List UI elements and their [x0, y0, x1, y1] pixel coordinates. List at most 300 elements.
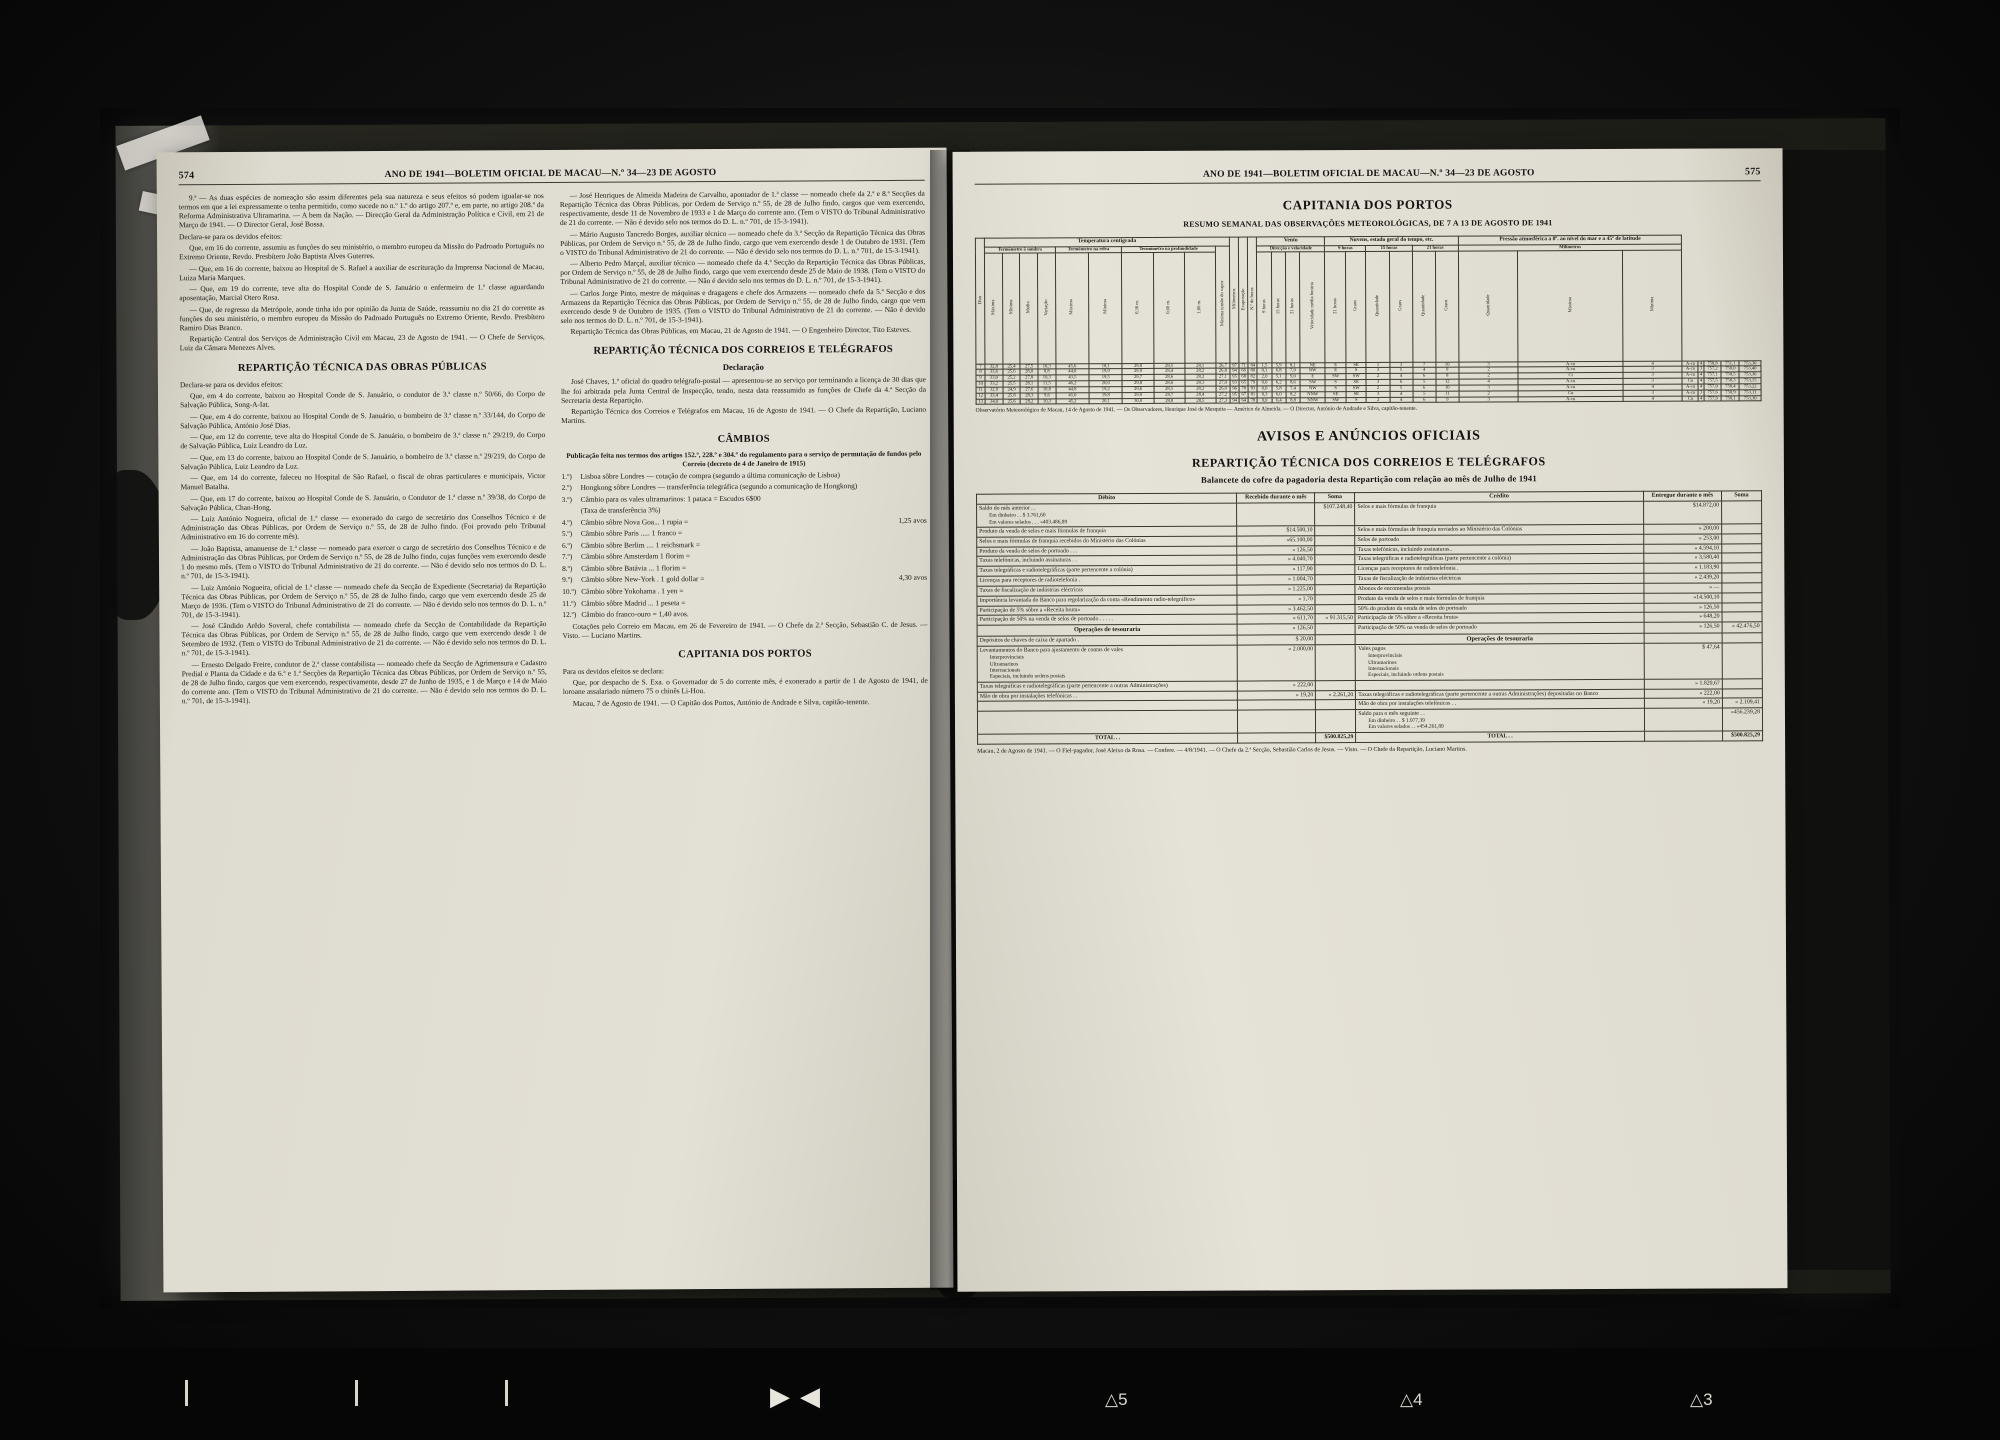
meteo-cell: 65 — [1239, 380, 1248, 386]
credito-label-cell: Selos e mais fórmulas de franquia — [1355, 502, 1643, 526]
meteo-cell: 78 — [1248, 398, 1257, 404]
meteo-cell: SE — [1346, 391, 1367, 397]
meteo-cell: 3 — [1366, 368, 1389, 374]
meteo-colhead-row — [975, 249, 1760, 363]
meteo-cell: 33,2 — [985, 381, 1003, 387]
paragraph: — Que, de regresso da Metrópole, aonde tinha ido por opinião da Junta de Saúde, reassumiu no dia 21 do corrente as funções do seu ministério, o membro europeu da Missão do Padroado Português no Extremo Oriente, Revdo. Presbítero Ramiro Dias Branco. — [179, 302, 545, 333]
meteo-cell: 34,0 — [985, 399, 1003, 405]
paragraph: — Que, em 12 do corrente, teve alta do Hospital Conde de S. Januário, o bombeiro de 3.ª classe n.º 29/219, do Corpo de Salvação Pública, Luiz Leandro da Luz. — [180, 430, 546, 451]
meteo-cell: NNW — [1300, 391, 1325, 397]
meteo-cell: 27,6 — [1020, 387, 1038, 393]
meteo-cell: SE — [1325, 391, 1346, 397]
meteo-sub-termometro-relva: Termómetro na relva — [1055, 246, 1122, 252]
meteo-cell: 757,9 — [1704, 396, 1722, 402]
meteo-cell: E — [1325, 362, 1346, 368]
debito-recebido: » 1.225,00 — [1237, 585, 1315, 595]
meteo-cell: 9 — [1436, 397, 1459, 403]
meteo-cell: 28,2 — [1185, 386, 1216, 392]
paragraph: Que, em 4 do corrente, baixou ao Hospital Conde de S. Januário, o condutor de 3.ª classe n.º 50/66, do Corpo de Salvação Pública, Song-A-Iat. — [180, 389, 546, 410]
meteo-cell: 95 — [1230, 392, 1239, 398]
capitania-lead: Para os devidos efeitos se declara: — [562, 665, 664, 676]
meteo-group-temperatura: Temperatura centígrada — [985, 237, 1230, 247]
balancete-row — [977, 643, 1762, 682]
credito-sub-label: Internacionais — [1368, 665, 1399, 672]
meteo-cell: 25,8 — [1003, 393, 1021, 399]
film-strip — [0, 1348, 2000, 1440]
meteo-cell: 753,30 — [1739, 360, 1761, 366]
cambios-item-number: 10.º) — [562, 586, 577, 596]
meteo-cell: 28,2 — [1185, 374, 1216, 380]
debito-soma: $107.248,40 — [1315, 503, 1355, 526]
meteo-cell: SW — [1300, 380, 1325, 386]
meteo-col-head: Velocidade média horária — [1300, 251, 1326, 362]
meteo-col-head: Máxima — [1518, 250, 1623, 361]
meteo-cell: 10 — [1436, 362, 1459, 368]
meteo-cell: 25,5 — [1003, 381, 1021, 387]
meteo-cell: 8,8 — [1038, 369, 1056, 375]
credito-entregue: » 648,20 — [1644, 612, 1722, 622]
meteo-cell: 19,0 — [1089, 369, 1122, 375]
credito-entregue: » 2.439,20 — [1644, 573, 1722, 583]
meteo-cell: 11 — [1436, 391, 1459, 397]
debito-soma — [1316, 710, 1356, 733]
debito-label-cell — [977, 710, 1237, 734]
paragraph: — Alberto Pedro Marçal, auxiliar técnico — nomeado chefe da 4.ª Secção da Repartição Técnica das Obras Públicas, por Ordem de Serviço n.º 55, de 28 de Julho findo, cargo que vem exercendo desde 25 de Maio de 1938. (Tem o VISTO do Tribunal Administrativo de 21 do corrente. — Não é devido selo nos termos do D. L. n.º 701, de 15-3-1941). — [560, 256, 926, 287]
cambios-footer: Cotações pelo Correio em Macau, em 26 de Fevereiro de 1941. — O Chefe da 2.ª Secção, Sebastião C. de Jesus. — Visto. — Luciano Martins. — [562, 619, 928, 640]
debito-sub-label: Especiais, incluindo ordens postais — [989, 673, 1066, 680]
meteo-cell: S — [1346, 397, 1367, 403]
meteo-cell: 20,0 — [1089, 381, 1122, 387]
cambios-item-label: Câmbio para os vales ultramarinos: 1 pataca = Escudos 6$00 — [580, 493, 761, 504]
debito-recebido: $14.500,10 — [1237, 526, 1315, 536]
meteo-cell: 758,8 — [1704, 361, 1722, 367]
debito-recebido: » 1.004,70 — [1237, 575, 1315, 585]
credito-entregue: » 4.594,10 — [1644, 544, 1722, 554]
debito-label-cell: Selos e mais fórmulas de franquia recebidos do Ministério das Colónias — [977, 536, 1237, 547]
meteo-cell: 70 — [1239, 386, 1248, 392]
meteo-cell: 93 — [1230, 380, 1239, 386]
meteo-cell: Cu — [1683, 396, 1699, 402]
meteo-cell: 4 — [1699, 371, 1703, 377]
right-running-title: ANO DE 1941—BOLETIM OFICIAL DE MACAU—N.º 34—23 DE AGOSTO — [1202, 168, 1535, 180]
right-running-head — [975, 166, 1761, 184]
meteo-cell: 5,8 — [1272, 386, 1286, 392]
meteo-cell: 2 — [1366, 374, 1389, 380]
meteo-cell: A-cu — [1683, 384, 1699, 390]
meteo-cell: A-cu — [1682, 361, 1698, 367]
meteo-cell: 750,0 — [1721, 366, 1739, 372]
meteo-col-head: 15 horas — [1271, 252, 1286, 363]
credito-soma — [1722, 534, 1762, 544]
debito-label-cell: Levantamentos do Banco para ajustamento de contas de vales Interprovinciais Ultramarinos Internacionais Especiais, incluindo ordens postais — [977, 645, 1237, 681]
cambios-item-number: 4.º) — [561, 517, 573, 527]
balancete-col-head: Débito — [977, 493, 1237, 504]
debito-soma — [1315, 565, 1355, 575]
debito-label-cell: Taxas telegráficas e radiotelegráficas (parte pertencente a outras Administrações) — [977, 681, 1237, 692]
paragraph: — José Cândido Arêdo Soveral, chefe contabilista — nomeado chefe da Secção de Contabilidade da Repartição Técnica das Obras Públicas, por Ordem de Serviço n.º 55, de 28 de Julho findo, cargo que vem exercendo desde 1 de Setembro de 1932. (Tem o VISTO do Tribunal Administrativo de 21 do corrente. — Não é devido selo nos termos do D. L. n.º 701, de 15-3-1941). — [181, 619, 547, 658]
meteo-cell: 750,5 — [1721, 372, 1739, 378]
meteo-cell: 8,6 — [1286, 380, 1300, 386]
meteo-cell: 3 — [1389, 362, 1412, 368]
debito-sub-label: Em valores selados . . . »403.486,89 — [989, 518, 1068, 526]
meteo-cell: 26,9 — [1216, 386, 1230, 392]
debito-total-label: TOTAL . . — [978, 733, 1238, 744]
meteo-col-head: Quantidade — [1366, 251, 1390, 362]
paragraph: José Chaves, 1.º oficial do quadro telégrafo-postal — apresentou-se ao serviço por terminando a licença de 30 dias que lhe foi arbitrada pela Junta Central de Inspecção, tendo, nesta data reassumido as funções de Chefe da 4.ª Secção da Secretaria desta Repartição. — [560, 375, 927, 405]
credito-total-value: $500.825,29 — [1722, 731, 1762, 741]
debito-label-cell: Licenças para receptores de radiotelefonia . — [977, 575, 1237, 586]
debito-label-cell: Taxas telefónicas, incluindo assinaturas . . — [977, 556, 1237, 567]
meteo-table-title: RESUMO SEMANAL DAS OBSERVAÇÕES METEOROLÓGICAS, DE 7 A 13 DE AGOSTO DE 1941 — [1183, 218, 1553, 229]
cambios-item-number: 5.º) — [561, 529, 573, 539]
meteo-cell: 5 — [1413, 391, 1436, 397]
credito-entregue: » 1.183,90 — [1644, 563, 1722, 573]
capitania-signature: Macau, 7 de Agosto de 1941. — O Capitão dos Portos, António de Andrade e Silva, capitão-tenente. — [572, 696, 870, 708]
credito-soma — [1722, 553, 1762, 563]
meteo-cell: 6,4 — [1272, 397, 1286, 403]
meteo-cell: 4 — [1390, 374, 1413, 380]
credito-label-cell: Operações de tesouraria — [1356, 633, 1644, 645]
meteo-cell: 0,1 — [1257, 368, 1271, 374]
cambios-item-number: 7.º) — [561, 552, 573, 562]
meteo-cell: 64 — [1239, 398, 1248, 404]
cambios-item — [562, 492, 927, 503]
debito-soma — [1315, 555, 1355, 565]
meteo-cell: 94 — [1230, 369, 1239, 375]
credito-soma — [1722, 524, 1762, 534]
debito-soma: » 2.261,20 — [1316, 690, 1356, 700]
meteo-cell: 29,9 — [1122, 369, 1153, 375]
capitania-body: Que, por despacho de S. Exa. o Governador de 5 do corrente mês, é exonerado a partir de 1 de Agosto de 1941, de loroane assalariado número 75 o chinês Li-Hou. — [562, 675, 928, 697]
meteo-cell: 12 — [976, 393, 985, 399]
meteo-sub-15horas: 15 horas — [1366, 245, 1412, 251]
film-arrow-left: ▶ — [770, 1381, 790, 1411]
credito-label-cell: Selos de portoado — [1355, 534, 1643, 545]
scan-blotch-2 — [1780, 150, 1900, 1270]
meteo-cell: A-cu — [1518, 379, 1622, 385]
cambios-item — [562, 550, 927, 561]
debito-sub-label: Em dinheiro . . $ 3.761,60 — [989, 512, 1046, 519]
meteo-cell: 45,0 — [1056, 392, 1089, 398]
debito-label-cell: Participação de 5% sôbre a «Receita bruta» — [977, 605, 1237, 616]
meteo-cell: S — [1325, 380, 1346, 386]
meteo-cell: 7,9 — [1286, 368, 1300, 374]
balancete-col-head: Soma — [1721, 491, 1761, 501]
meteo-cell: 4 — [1700, 395, 1703, 401]
meteo-cell: 26,8 — [1216, 369, 1230, 375]
meteo-cell: 6 — [1413, 397, 1436, 403]
debito-soma — [1316, 645, 1356, 681]
left-running-title: ANO DE 1941—BOLETIM OFICIAL DE MACAU—N.º 34—23 DE AGOSTO — [384, 168, 717, 181]
credito-soma: » 2.109,41 — [1722, 698, 1762, 708]
credito-label-cell: Taxas telegráficas e radiotelegráficas (parte pertencente a outras Administrações) depositadas no Banco — [1356, 689, 1644, 700]
credito-soma — [1722, 633, 1762, 644]
debito-soma — [1315, 545, 1355, 555]
meteo-col-head: Mínima — [1089, 252, 1123, 363]
meteo-cell: 5,9 — [1272, 363, 1286, 369]
meteo-cell: 4 — [1390, 391, 1413, 397]
debito-label-cell: Taxas de fiscalização de indústrias eléctricas — [977, 585, 1237, 596]
meteo-group-pressao: Pressão atmosférica a 0º. ao nível do mar e a 45º de latitude — [1458, 235, 1682, 245]
cambios-item-number: 6.º) — [561, 540, 573, 550]
meteo-cell: 6,8 — [1272, 368, 1286, 374]
film-tick — [355, 1380, 358, 1406]
cambios-item-label: Câmbio sôbre Paris ..... 1 franco = — [580, 528, 683, 539]
cambios-item-number: 12.º) — [562, 609, 577, 620]
meteo-cell: 29,7 — [1122, 375, 1153, 381]
meteo-note: Observatório Meteorológico de Macau, 14 de Agosto de 1941. — Os Observadores, Henrique José de Mesquita — Américo de Almeida. — O Director, António de Andrade e Silva, capitão-tenente. — [975, 406, 1418, 415]
credito-label-cell: Participação de 50% na venda de selos de portoado — [1355, 623, 1643, 635]
meteo-cell: 25,6 — [1003, 370, 1021, 376]
credito-soma — [1722, 678, 1762, 688]
meteo-cell: 29,8 — [1122, 381, 1153, 387]
meteo-cell: 29,9 — [1123, 392, 1154, 398]
meteo-cell: 27,8 — [1020, 375, 1038, 381]
meteo-cell: 19,5 — [1089, 375, 1122, 381]
meteo-cell: 1,5 — [1257, 363, 1271, 369]
spacer — [1644, 731, 1722, 741]
debito-soma — [1315, 575, 1355, 585]
meteo-cell: 28,0 — [1020, 369, 1038, 375]
meteo-cell: 29,8 — [1122, 363, 1153, 369]
meteo-cell: 8,2 — [1286, 392, 1300, 398]
meteo-cell: 28,1 — [1020, 381, 1038, 387]
meteo-cell: 80 — [1248, 368, 1257, 374]
cambios-item-number: 8.º) — [562, 563, 573, 573]
balancete-title: Balancete do cofre da pagadoria desta Repartição com relação ao mês de Julho de 1941 — [1200, 473, 1537, 486]
meteo-cell: 96 — [1230, 386, 1239, 392]
meteo-cell: NNW — [1300, 397, 1325, 403]
meteo-cell: 30,0 — [1123, 398, 1154, 404]
meteo-cell: 79 — [1248, 380, 1257, 386]
meteo-col-head: Graus — [1389, 251, 1413, 362]
cambios-item — [561, 469, 926, 480]
debito-recebido: » 222,00 — [1237, 680, 1315, 690]
credito-soma — [1722, 643, 1762, 679]
cambios-item-number: 11.º) — [562, 598, 577, 608]
meteo-cell: 19,2 — [1089, 386, 1122, 392]
meteo-cell: E — [1300, 374, 1325, 380]
credito-label-cell: Abonos de encomendas postais — [1355, 583, 1643, 594]
credito-entregue: » 222,00 — [1644, 688, 1722, 698]
meteo-cell: 757,1 — [1704, 372, 1722, 378]
credito-label-cell: Saldo para o mês seguinte . . Em dinheiro . . $ 1.977,39 Em valores selados . . »454.261,89 — [1356, 708, 1644, 732]
debito-soma — [1315, 624, 1355, 635]
section-title-cambios: CÂMBIOS — [717, 433, 770, 446]
meteo-cell: Cu — [1518, 390, 1622, 396]
balancete-col-head: Entregue durante o mês — [1643, 491, 1721, 501]
meteo-cell: A-cu — [1518, 361, 1622, 367]
meteo-cell: 9,6 — [1038, 393, 1056, 399]
meteo-cell: NW — [1300, 368, 1325, 374]
paragraph: — Luiz António Nogueira, oficial de 1.ª classe — exonerado do cargo de secretário dos Conselhos Técnico e de Administração das Obras Públicas, por Ordem de Serviço n.º 55, de 28 de Julho findo. (Foi provado pelo Tribunal Administrativo em 16 do corrente mês). — [180, 512, 546, 542]
meteo-cell: 10,3 — [1038, 364, 1056, 370]
debito-recebido: » 126,50 — [1237, 545, 1315, 555]
meteo-cell: 20,1 — [1089, 398, 1122, 404]
meteo-cell: 32,9 — [985, 387, 1003, 393]
meteo-cell: 4 — [1699, 383, 1703, 389]
debito-soma — [1315, 526, 1355, 536]
meteo-cell: 3 — [1699, 389, 1703, 395]
cambios-item — [562, 504, 927, 515]
paragraph: Declara-se para os devidos efeitos: — [179, 231, 283, 241]
left-folio: 574 — [178, 170, 195, 182]
balancete-col-head: Soma — [1315, 493, 1355, 503]
meteo-col-head: Média — [1020, 253, 1038, 364]
debito-label-cell: Saldo do mês anterior . . Em dinheiro . . $ 3.761,60 Em valores selados . . . »403.486,89 — [977, 504, 1237, 528]
credito-soma — [1722, 593, 1762, 603]
meteo-cell: 6 — [1413, 385, 1436, 391]
debito-label-cell: Importância levantada do Banco para regularização da conta «Rendimento radio-telegráfico» — [977, 595, 1237, 606]
credito-entregue: » 253,00 — [1643, 534, 1721, 544]
meteo-cell: SW — [1325, 397, 1346, 403]
meteo-cell: 4 — [1699, 377, 1703, 383]
credito-entregue: » 200,00 — [1643, 524, 1721, 534]
meteo-cell: 9 — [976, 375, 985, 381]
cambios-list — [561, 469, 927, 619]
section-title-correios-right: REPARTIÇÃO TÉCNICA DOS CORREIOS E TELÉGRAFOS — [1191, 454, 1546, 471]
paragraph: — Que, em 16 do corrente, baixou ao Hospital de S. Rafael a auxiliar de escrituração da Imprensa Nacional de Macau, Luiza Maria Marques. — [179, 261, 545, 283]
meteo-cell: 3 — [1366, 380, 1389, 386]
meteo-cell: 7 — [1413, 362, 1436, 368]
meteo-cell: 28,1 — [1185, 363, 1216, 369]
meteo-cell: A-cu — [1682, 372, 1698, 378]
cambios-item-label: Câmbio sôbre Yokohama . 1 yen = — [581, 586, 684, 596]
meteo-col-head: 21 horas — [1285, 251, 1300, 362]
paragraph: — Que, em 17 do corrente, baixou ao Hospital Conde de S. Januário, o Condutor de 1.ª classe n.º 39/38, do Corpo de Salvação Pública, Chan-Hong. — [180, 491, 546, 513]
credito-entregue: » 3.580,40 — [1644, 553, 1722, 563]
meteo-cell: 71 — [1239, 363, 1248, 369]
meteo-cell: A-cu — [1518, 396, 1622, 402]
meteo-col-dias: Dias — [975, 238, 985, 364]
meteo-cell: 5 — [1390, 385, 1413, 391]
cambios-item-label: Câmbio sôbre Amsterdam 1 florim = — [580, 551, 691, 562]
meteo-sub-termometro-sombra: Termómetro à sombra — [985, 247, 1056, 253]
paragraph: — Que, em 14 do corrente, faleceu no Hospital de São Rafael, o fiscal de obras particulares e municipais, Victor Manuel Batalha. — [180, 471, 546, 492]
cambios-item-label: Câmbio sôbre Berlim .... 1 reichsmark = — [580, 539, 701, 550]
credito-label-cell: Participação de 5% sôbre a «Receita bruta» — [1355, 613, 1643, 624]
debito-soma: » 91.315,50 — [1315, 614, 1355, 624]
credito-soma — [1722, 563, 1762, 573]
meteo-col-head: Graus — [1345, 251, 1366, 362]
meteo-cell: 27,3 — [1216, 398, 1230, 404]
film-frame-number: △3 — [1690, 1390, 1713, 1409]
debito-soma — [1315, 585, 1355, 595]
meteo-cell: 6,2 — [1272, 380, 1286, 386]
debito-recebido: » 3.462,50 — [1237, 604, 1315, 614]
meteo-cell: 7 — [976, 364, 985, 370]
cambios-item-label: Hongkong sôbre Londres — transferência telegráfica (segundo a comunicação de Hongkong) — [580, 481, 858, 493]
debito-recebido: » 4.040,70 — [1237, 555, 1315, 565]
cambios-item — [562, 539, 927, 550]
meteo-cell: E — [1325, 368, 1346, 374]
meteo-cell: 28,3 — [1185, 380, 1216, 386]
credito-soma: » 42.476,50 — [1722, 622, 1762, 633]
cambios-item-label: Lisboa sôbre Londres — cotação de compra (segundo a última comunicação de Lisboa) — [580, 469, 840, 481]
meteo-cell: 0,0 — [1257, 380, 1271, 386]
meteo-sub-direccao-velocidade: Direcção e velocidade — [1257, 246, 1325, 252]
spacer — [1238, 733, 1316, 743]
meteo-cell: 9,0 — [1286, 374, 1300, 380]
credito-label-cell: Taxas telefónicas, incluindo assinaturas.. — [1355, 544, 1643, 555]
meteo-cell: 750,3 — [1721, 378, 1739, 384]
meteo-cell: 27,2 — [1216, 392, 1230, 398]
meteo-cell: 28,3 — [1020, 393, 1038, 399]
credito-entregue: » — — [1644, 583, 1722, 593]
meteorological-table — [975, 234, 1762, 405]
meteo-cell: 3 — [1699, 366, 1703, 372]
left-page — [157, 148, 954, 1293]
debito-recebido — [1238, 710, 1316, 733]
meteo-col-head: Mínima — [1002, 253, 1020, 364]
meteo-col-head: 9 horas — [1257, 252, 1272, 363]
meteo-cell: SE — [1346, 380, 1367, 386]
meteo-cell: 11 — [976, 387, 985, 393]
meteo-cell: S — [1325, 386, 1346, 392]
credito-soma — [1722, 602, 1762, 612]
meteo-col-chuva: Milímetros — [1229, 237, 1239, 363]
meteo-cell: 753,30 — [1739, 395, 1761, 401]
credito-sub-label: Em valores selados . . »454.261,89 — [1368, 724, 1444, 731]
cambios-item — [562, 562, 927, 573]
film-tick — [185, 1380, 188, 1406]
meteo-cell: 25,4 — [1003, 364, 1021, 370]
meteo-cell: 94 — [1230, 398, 1239, 404]
meteo-cell: 2 — [1459, 367, 1519, 373]
meteo-cell: 10,3 — [1038, 398, 1056, 404]
debito-label-cell: Participação de 50% na venda de selos de portoado . . . . . — [977, 615, 1237, 626]
meteo-cell: 68 — [1239, 374, 1248, 380]
meteo-cell: A-cu — [1683, 390, 1699, 396]
cambios-item-label: Câmbio sôbre Nova Goa... 1 rupia = — [580, 516, 689, 527]
meteo-cell: 750,4 — [1722, 384, 1740, 390]
debito-label-cell: Operações de tesouraria — [977, 624, 1237, 636]
meteo-cell: 25,6 — [1003, 399, 1021, 405]
debito-soma — [1315, 594, 1355, 604]
cambios-item — [562, 527, 927, 538]
meteo-cell: 3 — [1623, 367, 1683, 373]
cambios-item — [562, 596, 927, 607]
meteo-cell: 757,5 — [1704, 378, 1722, 384]
meteo-cell: 3 — [1623, 390, 1683, 396]
debito-soma — [1316, 700, 1356, 710]
meteo-cell: 750,1 — [1722, 395, 1740, 401]
cambios-item-value: 4,30 avos — [898, 573, 928, 583]
meteo-group-nuvens: Nuvens, estado geral do tempo, etc. — [1325, 236, 1458, 245]
meteo-col-head: Variação — [1037, 253, 1055, 364]
debito-label-cell: Produto da venda de selos de portoado . . . — [977, 546, 1237, 557]
paragraph: — Mário Augusto Tancredo Borges, auxiliar técnico — nomeado chefe da 3.ª Secção da Repartição Técnica das Obras Públicas, por Ordem de Serviço n.º 55, de 28 de Julho findo, cargo que vem exercendo desde 1 de Outubro de 1931. (Tem o VISTO do Tribunal Administrativo de 21 do corrente. — Não é devido selo nos termos do D. L. n.º 701, de 15-3-1941). — [560, 227, 926, 257]
meteo-sub-milimetros: Milímetros — [1458, 244, 1682, 251]
meteo-cell: 10,3 — [1038, 375, 1056, 381]
meteo-cell: NW — [1300, 386, 1325, 392]
film-frame-number: △5 — [1105, 1390, 1128, 1409]
cambios-item-label: Câmbio sôbre New-York . 1 gold dollar = — [581, 574, 705, 585]
meteo-cell: 28,2 — [1185, 369, 1216, 375]
section-title-capitania-right: CAPITANIA DOS PORTOS — [1282, 196, 1453, 213]
credito-entregue: » 126,50 — [1644, 603, 1722, 613]
meteo-cell: 83 — [1248, 386, 1257, 392]
paragraph: — Que, em 19 do corrente, teve alta do Hospital Conde de S. Januário o enfermeiro de 1.ª classe aguardando aposentação, Marcial Otero Rosa. — [179, 282, 545, 303]
cambios-item-number: 3.º) — [561, 494, 572, 504]
right-page — [953, 148, 1788, 1292]
meteo-cell: 751,1 — [1721, 361, 1739, 367]
meteo-cell: 2 — [1367, 385, 1390, 391]
credito-entregue: $14.872,00 — [1643, 501, 1721, 524]
meteo-cell: 0,0 — [1257, 397, 1271, 403]
meteo-cell: 44,8 — [1056, 387, 1089, 393]
meteo-cell: 753,11 — [1739, 390, 1761, 396]
